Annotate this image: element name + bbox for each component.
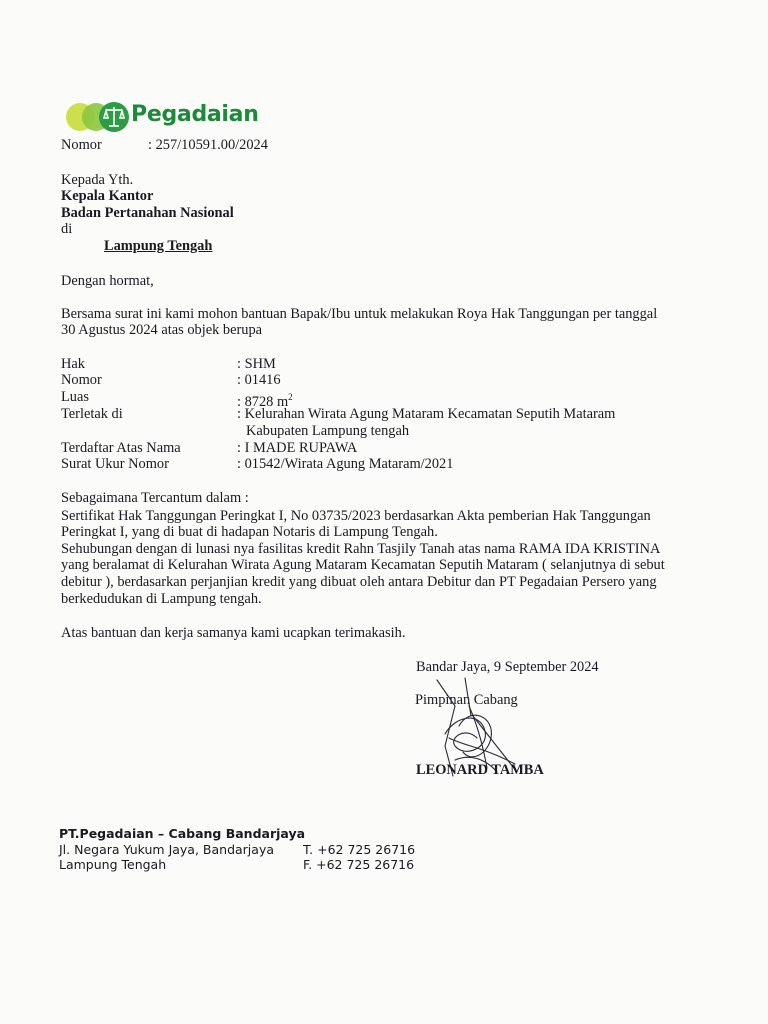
closing-line: Atas bantuan dan kerja samanya kami ucapkan terimakasih. xyxy=(61,625,406,641)
footer-phone: T. +62 725 26716 xyxy=(303,842,416,857)
footer-company: PT.Pegadaian – Cabang Bandarjaya xyxy=(59,826,306,841)
intro-line-2: 30 Agustus 2024 atas objek berupa xyxy=(61,322,263,338)
body-line-3: Peringkat I, yang di buat di hadapan Notaris di Lampung Tengah. xyxy=(61,524,438,540)
nomor-value: : 257/10591.00/2024 xyxy=(148,137,268,153)
nomor-label: Nomor xyxy=(61,137,102,153)
recipient-location: Lampung Tengah xyxy=(104,238,213,254)
recipient-agency: Badan Pertanahan Nasional xyxy=(61,205,234,221)
detail-terdaftar-value: : I MADE RUPAWA xyxy=(237,440,358,456)
body-line-1: Sebagaimana Tercantum dalam : xyxy=(61,490,249,506)
luas-number: : 8728 m xyxy=(237,393,289,410)
signatory-title: Pimpinan Cabang xyxy=(415,692,518,708)
detail-nomor-value: : 01416 xyxy=(237,372,281,388)
detail-nomor-label: Nomor xyxy=(61,372,102,388)
body-line-7: berkedudukan di Lampung tengah. xyxy=(61,591,262,607)
detail-terletak-value-1: : Kelurahan Wirata Agung Mataram Kecamatan Seputih Mataram xyxy=(237,406,616,422)
detail-luas-label: Luas xyxy=(61,389,89,405)
place-date: Bandar Jaya, 9 September 2024 xyxy=(416,659,599,675)
brand-name: Pegadaian xyxy=(131,102,259,127)
recipient-greeting: Kepada Yth. xyxy=(61,172,134,188)
detail-hak-label: Hak xyxy=(61,356,85,372)
detail-surat-label: Surat Ukur Nomor xyxy=(61,456,169,472)
body-line-2: Sertifikat Hak Tanggungan Peringkat I, No 03735/2023 berdasarkan Akta pemberian Hak Tanggungan xyxy=(61,508,651,524)
intro-line-1: Bersama surat ini kami mohon bantuan Bapak/Ibu untuk melakukan Roya Hak Tanggungan per tanggal xyxy=(61,306,658,322)
body-line-5: yang beralamat di Kelurahan Wirata Agung Mataram Kecamatan Seputih Mataram ( selanjutnya di sebut xyxy=(61,557,665,573)
body-line-4: Sehubungan dengan di lunasi nya fasilitas kredit Rahn Tasjily Tanah atas nama RAMA IDA KRISTINA xyxy=(61,541,661,557)
luas-superscript: 2 xyxy=(288,392,293,402)
signatory-name: LEONARD TAMBA xyxy=(416,762,544,778)
footer-address-2: Lampung Tengah xyxy=(59,857,167,872)
detail-hak-value: : SHM xyxy=(237,356,276,372)
detail-terdaftar-label: Terdaftar Atas Nama xyxy=(61,440,181,456)
recipient-title: Kepala Kantor xyxy=(61,188,154,204)
recipient-di: di xyxy=(61,221,73,237)
detail-terletak-label: Terletak di xyxy=(61,406,123,422)
detail-terletak-value-2: Kabupaten Lampung tengah xyxy=(246,423,410,439)
footer-fax: F. +62 725 26716 xyxy=(303,857,415,872)
detail-surat-value: : 01542/Wirata Agung Mataram/2021 xyxy=(237,456,454,472)
footer-address-1: Jl. Negara Yukum Jaya, Bandarjaya xyxy=(59,842,274,857)
salutation: Dengan hormat, xyxy=(61,273,154,289)
body-line-6: debitur ), berdasarkan perjanjian kredit yang dibuat oleh antara Debitur dan PT Pegadaian Persero yang xyxy=(61,574,657,590)
